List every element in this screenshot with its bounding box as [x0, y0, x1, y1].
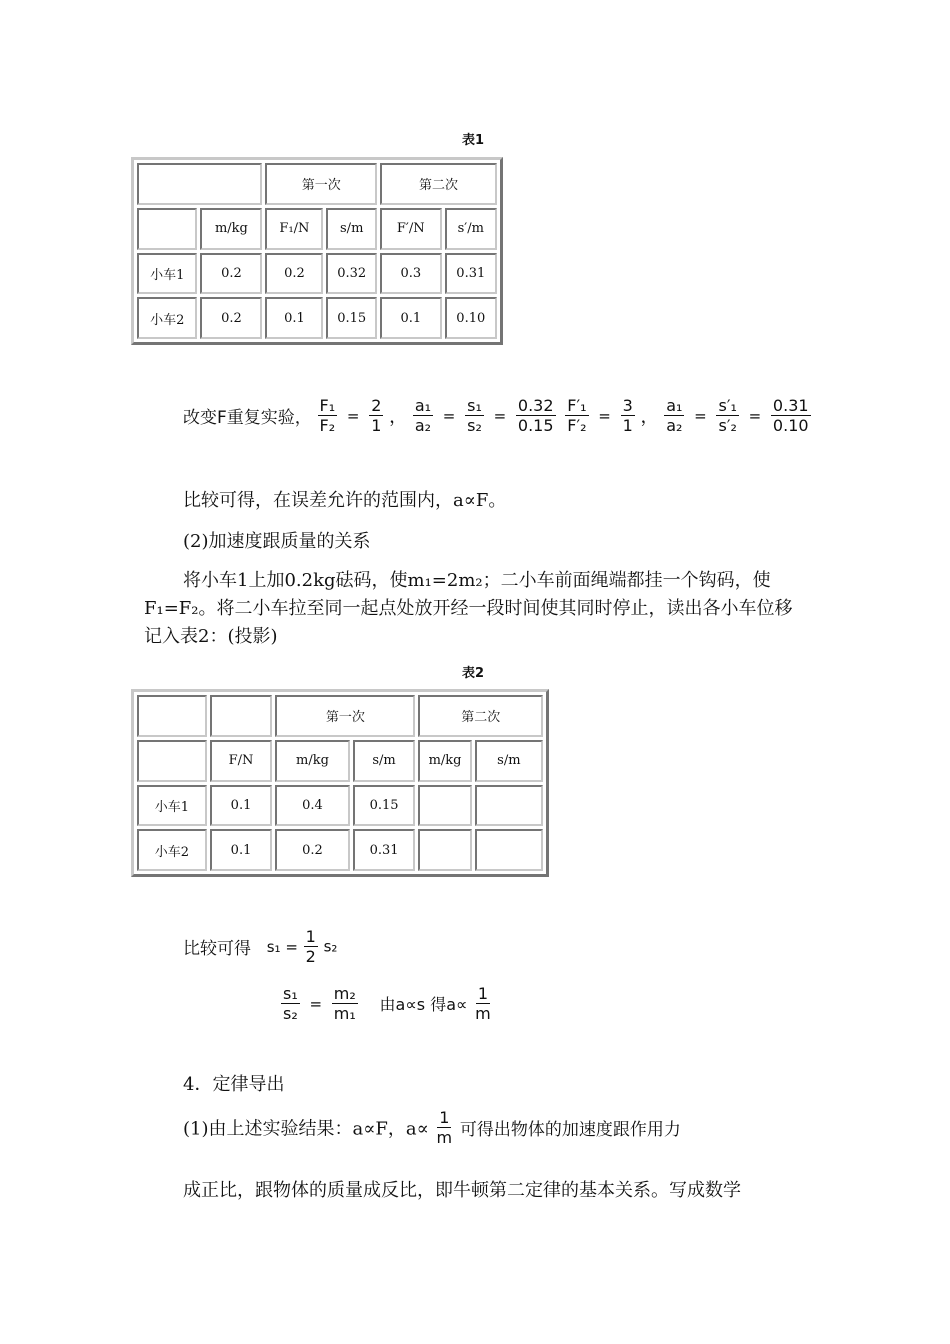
frac-num: F₁ — [319, 396, 336, 415]
frac-num: 1 — [477, 984, 489, 1003]
table-cell: 0.2 — [275, 829, 349, 871]
fraction — [516, 396, 556, 435]
formula1 — [183, 396, 811, 435]
paragraph-line: F₁=F₂。将二小车拉至同一起点处放开经一段时间使其同时停止，读出各小车位移 — [144, 598, 793, 619]
table-cell: 0.32 — [326, 253, 377, 295]
table-cell: 0.2 — [200, 297, 262, 339]
table-cell: 0.1 — [210, 785, 273, 827]
equals-sign: = — [694, 406, 707, 425]
table-cell — [475, 829, 543, 871]
para4-prefix: (1)由上述实验结果：a∝F，a∝ — [183, 1118, 429, 1140]
equals-sign: = — [748, 406, 762, 425]
table-cell — [418, 829, 471, 871]
table-cell: 0.1 — [265, 297, 323, 339]
frac-den: s₂ — [283, 1004, 298, 1023]
table2 — [131, 689, 549, 877]
frac-den: F₂ — [319, 416, 336, 435]
table2-group1: 第一次 — [275, 695, 415, 737]
table-cell: 0.1 — [380, 297, 442, 339]
frac-den: 1 — [622, 416, 633, 435]
table-cell: 小车2 — [137, 829, 207, 871]
table-cell: 0.1 — [210, 829, 273, 871]
table2-corner — [137, 695, 207, 737]
table-row — [137, 253, 497, 295]
table-cell: 小车2 — [137, 297, 197, 339]
paragraph-line: 将小车1上加0.2kg砝码，使m₁=2m₂；二小车前面绳端都挂一个钩码，使 — [183, 570, 771, 591]
equals-sign: = — [493, 406, 507, 425]
section-heading-mass: (2)加速度跟质量的关系 — [183, 531, 371, 552]
equals-sign: = — [309, 994, 323, 1013]
frac-num: 0.32 — [517, 396, 554, 415]
table-cell: 0.15 — [326, 297, 377, 339]
table-cell: 0.31 — [353, 829, 416, 871]
table2-header: m/kg — [418, 740, 471, 782]
fraction — [281, 984, 300, 1023]
table-cell: 0.2 — [265, 253, 323, 295]
frac-den: F′₂ — [567, 416, 587, 435]
table1-group1: 第一次 — [265, 163, 377, 205]
frac-den: 0.15 — [517, 416, 554, 435]
formula1-prefix: 改变F重复实验， — [183, 408, 312, 428]
table-row — [137, 785, 543, 827]
formula2-line2 — [281, 984, 493, 1023]
formula2-rhs: s₂ — [323, 937, 338, 956]
table2-header: m/kg — [275, 740, 349, 782]
paragraph-conclusion-1: 比较可得，在误差允许的范围内，a∝F。 — [183, 490, 507, 511]
frac-den: s₂ — [467, 416, 482, 435]
table-row — [137, 297, 497, 339]
equals-sign: = — [442, 406, 456, 425]
frac-den: 0.10 — [772, 416, 809, 435]
frac-den: a₂ — [414, 416, 432, 435]
table1-group2: 第二次 — [380, 163, 497, 205]
section-heading-law: 4．定律导出 — [183, 1074, 285, 1095]
formula2-prefix: 比较可得 — [183, 939, 251, 959]
fraction — [465, 396, 484, 435]
fraction — [332, 984, 358, 1023]
table2-header: s/m — [475, 740, 543, 782]
table1-header: m/kg — [200, 208, 262, 250]
formula2-line1 — [183, 927, 337, 966]
equals-sign: = — [598, 406, 611, 425]
table-cell: 小车1 — [137, 253, 197, 295]
frac-num: 0.31 — [772, 396, 809, 415]
fraction — [369, 396, 383, 435]
table2-header — [137, 740, 207, 782]
fraction — [664, 396, 684, 435]
table1-corner — [137, 163, 262, 205]
fraction — [473, 984, 493, 1023]
paragraph-line: 成正比，跟物体的质量成反比，即牛顿第二定律的基本关系。写成数学 — [183, 1180, 741, 1201]
frac-num: m₂ — [333, 984, 356, 1003]
table-cell: 0.2 — [200, 253, 262, 295]
fraction — [435, 1108, 455, 1147]
frac-num: a₁ — [414, 396, 432, 415]
table-cell: 0.10 — [445, 297, 497, 339]
frac-num: 2 — [371, 396, 382, 415]
table1-header: F₁/N — [265, 208, 323, 250]
table-cell: 0.3 — [380, 253, 442, 295]
comma: ， — [389, 406, 408, 428]
frac-den: m₁ — [333, 1004, 356, 1023]
frac-den: a₂ — [666, 416, 683, 435]
frac-num: a₁ — [666, 396, 683, 415]
table-cell: 0.15 — [353, 785, 416, 827]
table-cell: 0.31 — [445, 253, 497, 295]
formula2-by: 由a∝s 得a∝ — [379, 995, 468, 1014]
table-cell — [475, 785, 543, 827]
frac-den: 1 — [371, 416, 382, 435]
frac-num: s′₁ — [718, 396, 737, 415]
table1-header: s′/m — [445, 208, 497, 250]
comma: ， — [640, 406, 659, 428]
fraction — [716, 396, 738, 435]
fraction — [565, 396, 588, 435]
paragraph-law — [183, 1108, 681, 1147]
frac-num: 1 — [305, 927, 316, 946]
fraction — [304, 927, 318, 966]
frac-num: s₁ — [283, 984, 298, 1003]
fraction — [318, 396, 338, 435]
fraction — [621, 396, 635, 435]
table2-corner — [210, 695, 273, 737]
para4-suffix: 可得出物体的加速度跟作用力 — [459, 1120, 681, 1140]
table-cell — [418, 785, 471, 827]
table-cell: 0.4 — [275, 785, 349, 827]
formula2-lhs: s₁ = — [266, 937, 298, 956]
equals-sign: = — [346, 406, 360, 425]
table2-header: s/m — [353, 740, 416, 782]
table1 — [131, 157, 503, 345]
table-row — [137, 829, 543, 871]
frac-num: 1 — [439, 1108, 450, 1127]
table2-group2: 第二次 — [418, 695, 543, 737]
table1-header: s/m — [326, 208, 377, 250]
table1-header: F′/N — [380, 208, 442, 250]
frac-den: s′₂ — [718, 416, 737, 435]
frac-num: s₁ — [467, 396, 482, 415]
table1-caption: 表1 — [462, 133, 485, 148]
frac-den: 2 — [305, 947, 316, 966]
frac-num: 3 — [622, 396, 633, 415]
table2-caption: 表2 — [462, 666, 485, 681]
frac-den: m — [436, 1128, 453, 1147]
frac-den: m — [475, 1004, 491, 1023]
fraction — [413, 396, 433, 435]
paragraph-line: 记入表2：(投影) — [144, 626, 278, 647]
fraction — [771, 396, 811, 435]
frac-num: F′₁ — [567, 396, 587, 415]
table2-header: F/N — [210, 740, 273, 782]
table-cell: 小车1 — [137, 785, 207, 827]
table1-header — [137, 208, 197, 250]
